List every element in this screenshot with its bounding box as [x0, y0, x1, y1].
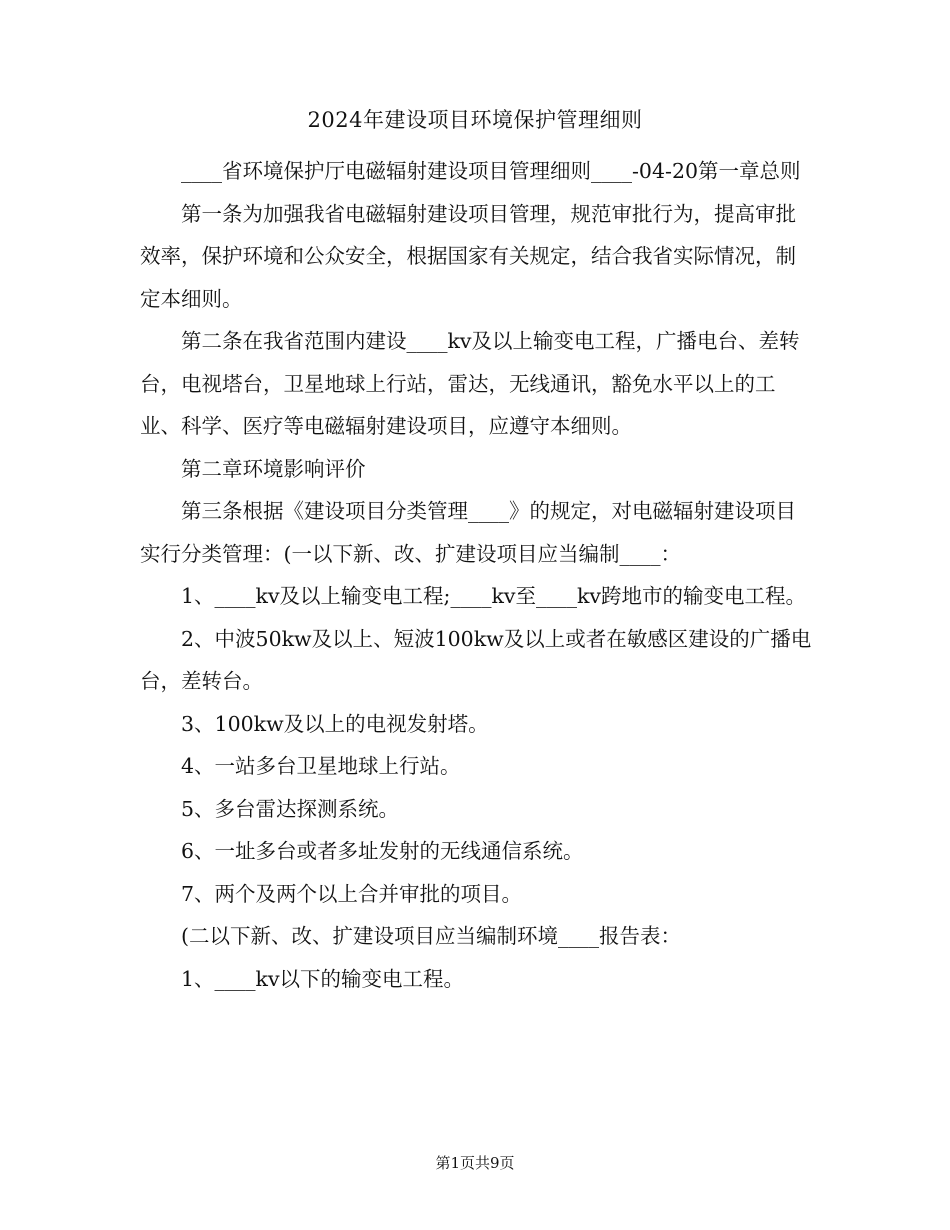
paragraph-article-2: 第二条在我省范围内建设____kv及以上输变电工程，广播电台、差转台，电视塔台，卫星地球上行站，雷达，无线通讯，豁免水平以上的工业、科学、医疗等电磁辐射建设项目，应遵守本细则。: [140, 329, 800, 438]
paragraph-article-3: 第三条根据《建设项目分类管理____》的规定，对电磁辐射建设项目实行分类管理：(一以下新、改、扩建设项目应当编制____：: [140, 499, 796, 566]
list-item: 7、两个及两个以上合并审批的项目。: [181, 881, 523, 906]
list-item: 1、____kv及以上输变电工程;____kv至____kv跨地市的输变电工程。: [181, 584, 806, 608]
document-body: [140, 150, 812, 1000]
paragraph-header-line: ____省环境保护厅电磁辐射建设项目管理细则____-04-20第一章总则: [181, 159, 801, 183]
list-item: 1、____kv以下的输变电工程。: [181, 966, 465, 991]
list-item: 2、中波50kw及以上、短波100kw及以上或者在敏感区建设的广播电台，差转台。: [140, 626, 812, 693]
list-item: 4、一站多台卫星地球上行站。: [181, 754, 461, 778]
list-item: 6、一址多台或者多址发射的无线通信系统。: [181, 839, 584, 863]
sub-section-heading: (二以下新、改、扩建设项目应当编制环境____报告表：: [181, 924, 681, 948]
list-item: 3、100kw及以上的电视发射塔。: [181, 711, 489, 736]
paragraph-article-1: 第一条为加强我省电磁辐射建设项目管理，规范审批行为，提高审批效率，保护环境和公众安全，根据国家有关规定，结合我省实际情况，制定本细则。: [140, 201, 796, 311]
list-item: 5、多台雷达探测系统。: [181, 796, 400, 821]
document-title: 2024年建设项目环境保护管理细则: [307, 108, 643, 132]
page-indicator: 第1页共9页: [435, 1154, 515, 1172]
chapter-2-heading: 第二章环境影响评价: [181, 456, 366, 481]
